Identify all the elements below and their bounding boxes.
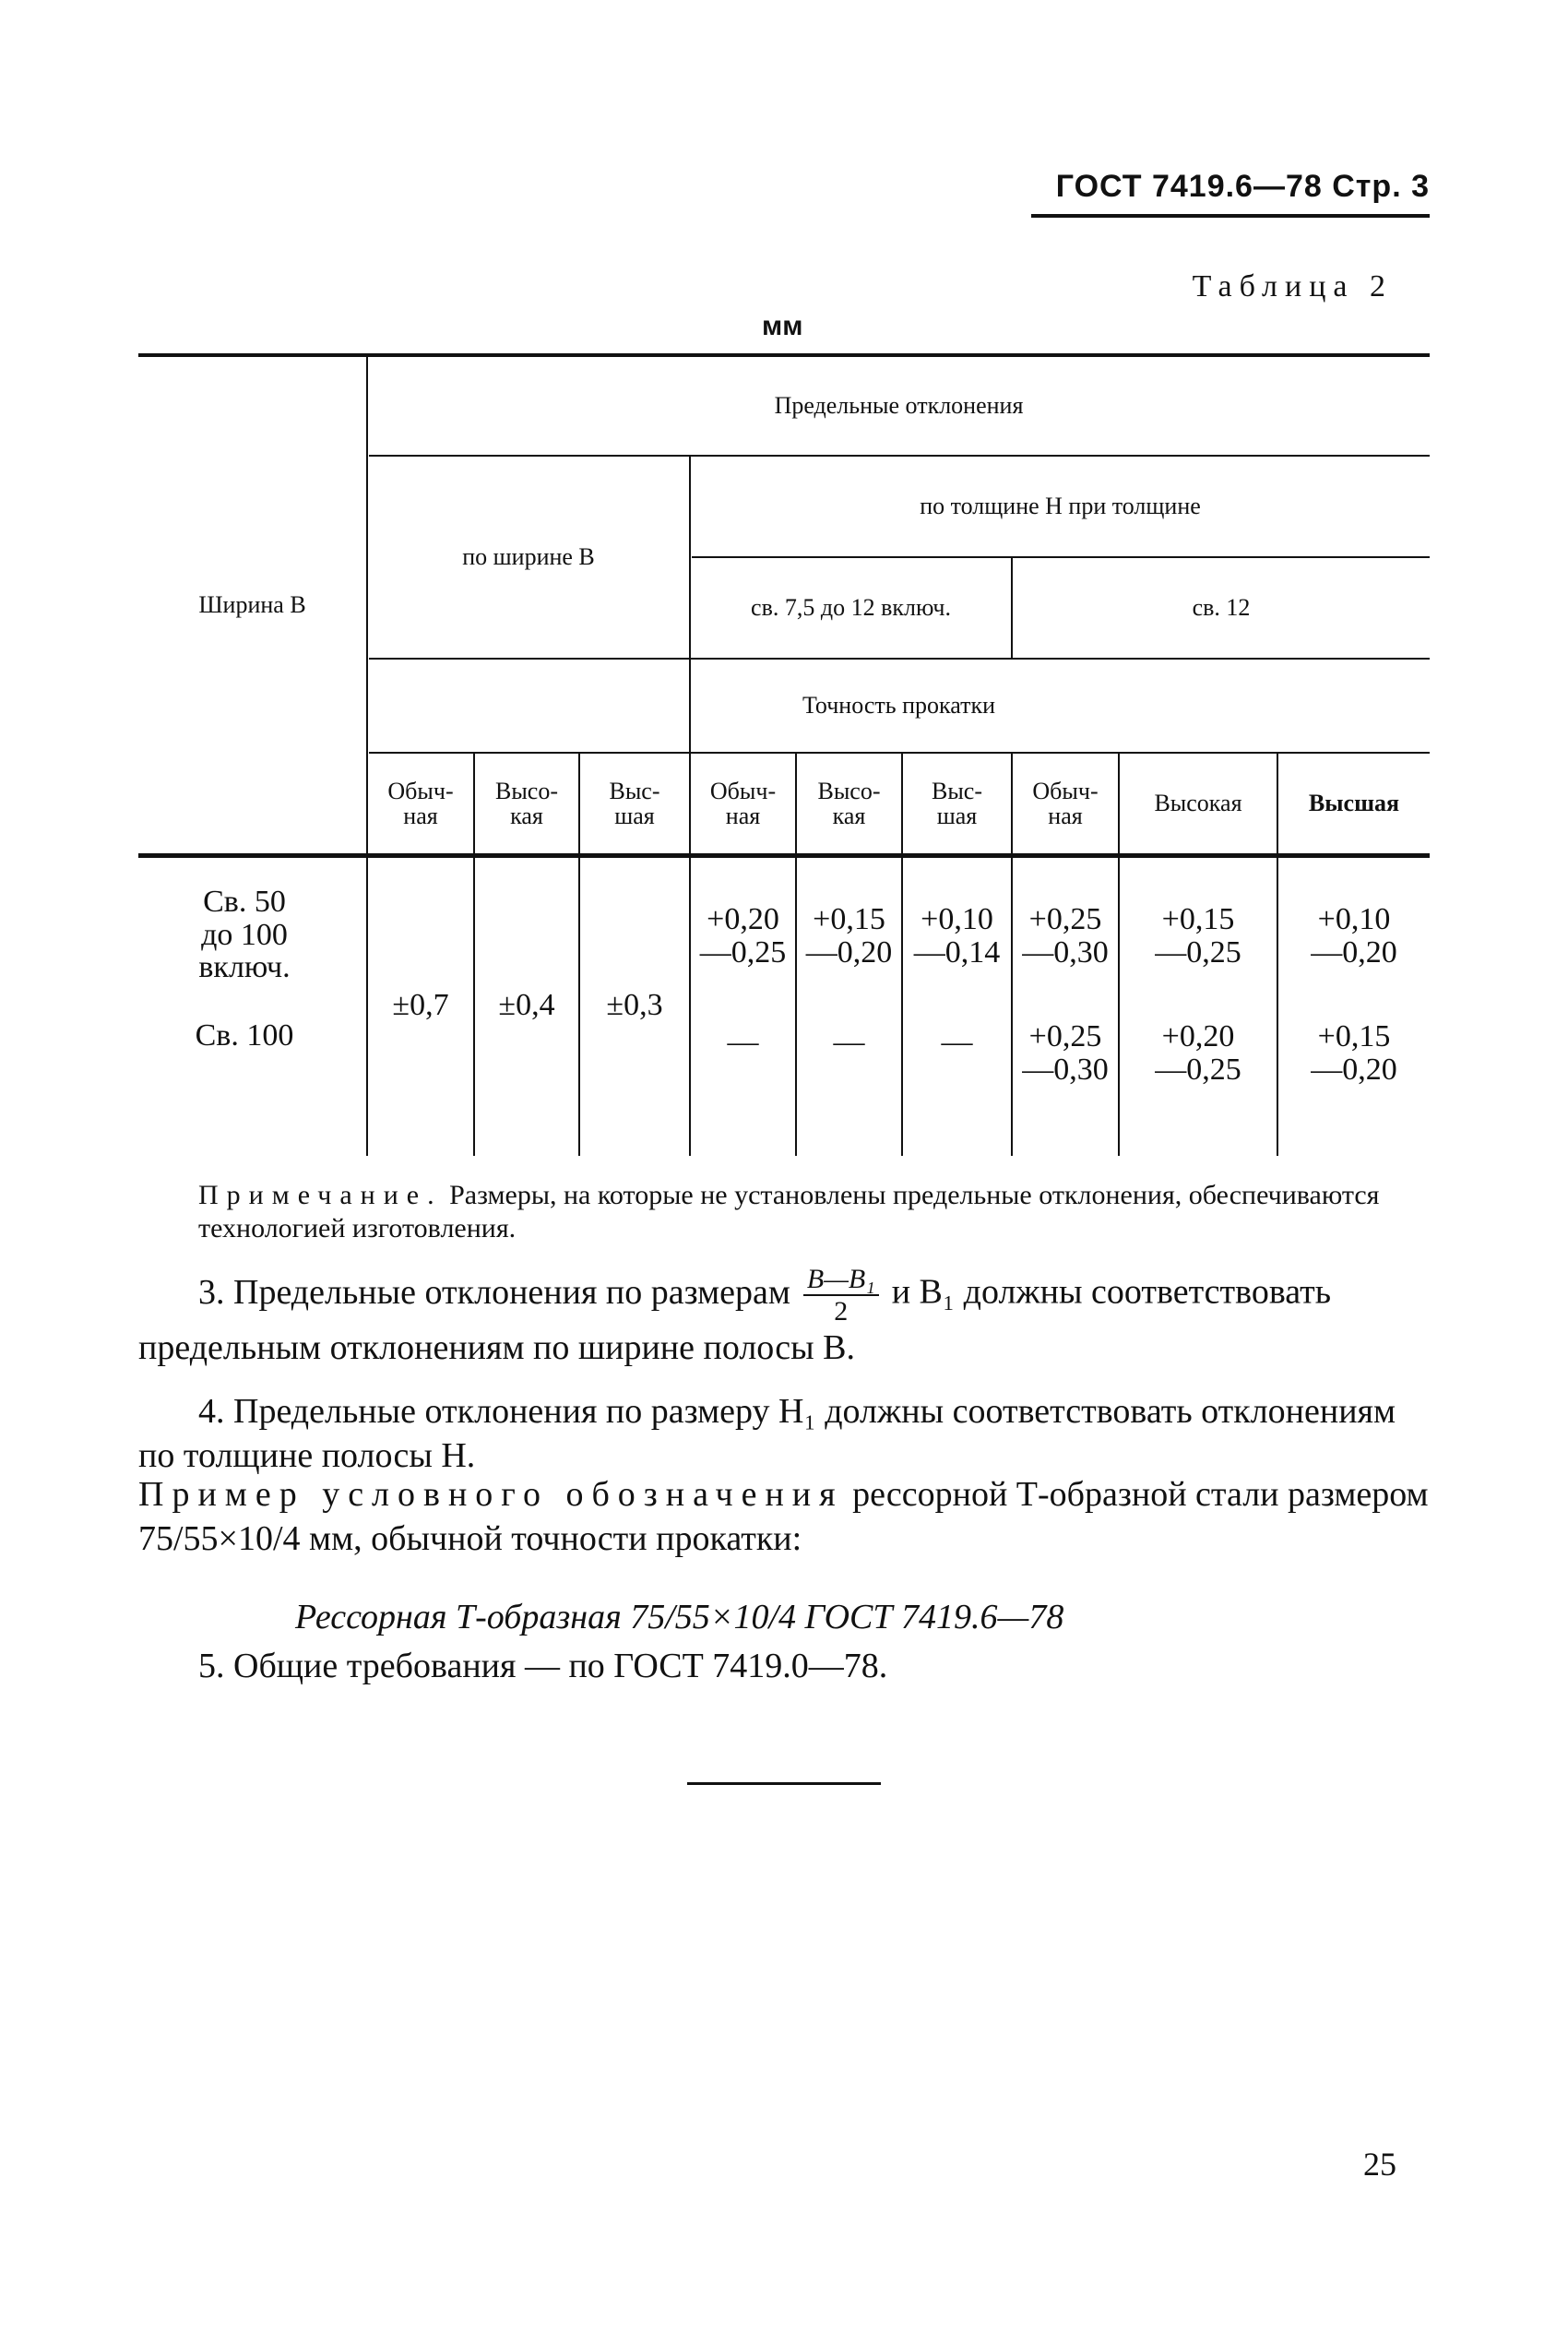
accuracy-col-header: Обыч- ная: [387, 777, 454, 829]
example: [138, 1473, 1430, 1561]
fraction-denominator: 2: [834, 1296, 849, 1327]
thickness-deviation-value: +0,10 —0,14: [913, 902, 1001, 970]
thickness-deviation-value: +0,20 —0,25: [699, 902, 787, 970]
page-header: ГОСТ 7419.6—78 Стр. 3: [1055, 169, 1430, 204]
thickness-deviation-value: +0,25 —0,30: [1022, 1019, 1109, 1087]
thickness-deviation-value: +0,10 —0,20: [1311, 902, 1397, 970]
width-deviation-value: ±0,3: [606, 988, 663, 1023]
thickness-deviation-value: —: [941, 1025, 973, 1060]
row-label: Св. 50 до 100 включ.: [198, 885, 291, 985]
table-note: [198, 1179, 1430, 1245]
thickness-deviation-value: +0,15 —0,25: [1155, 902, 1241, 970]
note-label: Примечание.: [198, 1180, 443, 1210]
header-width-b: Ширина B: [198, 591, 306, 619]
item-4: 4. Предельные отклонения по размеру H₁ должны соответствовать отклонениям по толщине полосы H.: [138, 1392, 1396, 1475]
header-rule: [1031, 214, 1430, 218]
example-designation: Рессорная Т-образная 75/55×10/4 ГОСТ 7419.6—78: [295, 1598, 1064, 1636]
table-unit: мм: [762, 311, 803, 341]
example-text: рессорной Т-образной стали размером 75/55×10/4 мм, обычной точности прокатки:: [138, 1475, 1429, 1558]
thickness-deviation-value: +0,25 —0,30: [1022, 902, 1109, 970]
note-text: Размеры, на которые не установлены предельные отклонения, обеспечиваются технологией изготовления.: [198, 1180, 1380, 1243]
header-limit-deviations: Предельные отклонения: [774, 392, 1024, 420]
page-number: 25: [1363, 2146, 1396, 2183]
thickness-deviation-value: +0,15 —0,20: [1311, 1019, 1397, 1087]
thickness-deviation-value: +0,15 —0,20: [805, 902, 893, 970]
accuracy-col-header: Высо- кая: [494, 777, 558, 829]
thickness-deviation-value: —: [727, 1025, 759, 1060]
header-by-thickness: по толщине H при толщине: [920, 493, 1201, 520]
header-bottom-rule: [138, 853, 1430, 858]
thickness-deviation-value: —: [833, 1025, 865, 1060]
width-deviation-value: ±0,7: [392, 988, 449, 1023]
accuracy-col-header: Обыч- ная: [1032, 777, 1099, 829]
table-label: Таблица 2: [1192, 269, 1393, 303]
row-label: Св. 100: [195, 1018, 294, 1053]
thickness-deviation-value: +0,20 —0,25: [1155, 1019, 1241, 1087]
item-3-continuation: и B₁ должны соответствовать предельным отклонениям по ширине полосы B.: [138, 1272, 1332, 1367]
item-5: 5. Общие требования — по ГОСТ 7419.0—78.: [198, 1647, 888, 1685]
accuracy-col-header: Высо- кая: [817, 777, 881, 829]
header-thickness-range-1: св. 7,5 до 12 включ.: [751, 594, 951, 622]
accuracy-col-header: Обыч- ная: [709, 777, 777, 829]
header-by-width: по ширине B: [462, 543, 595, 571]
header-rolling-accuracy: Точность прокатки: [802, 692, 996, 720]
item-3-text: 3. Предельные отклонения по размерам: [198, 1272, 790, 1312]
end-rule: [687, 1782, 881, 1785]
accuracy-col-header: Выс- шая: [609, 777, 660, 829]
item-3: [138, 1264, 1430, 1371]
fraction-numerator: B—B₁: [803, 1264, 879, 1296]
accuracy-col-header: Выс- шая: [931, 777, 982, 829]
accuracy-col-header: Высшая: [1308, 790, 1400, 817]
width-deviation-value: ±0,4: [498, 988, 555, 1023]
example-label: Пример условного обозначения: [138, 1475, 844, 1514]
fraction: [803, 1264, 879, 1327]
header-thickness-range-2: св. 12: [1192, 594, 1251, 622]
accuracy-col-header: Высокая: [1154, 790, 1242, 817]
